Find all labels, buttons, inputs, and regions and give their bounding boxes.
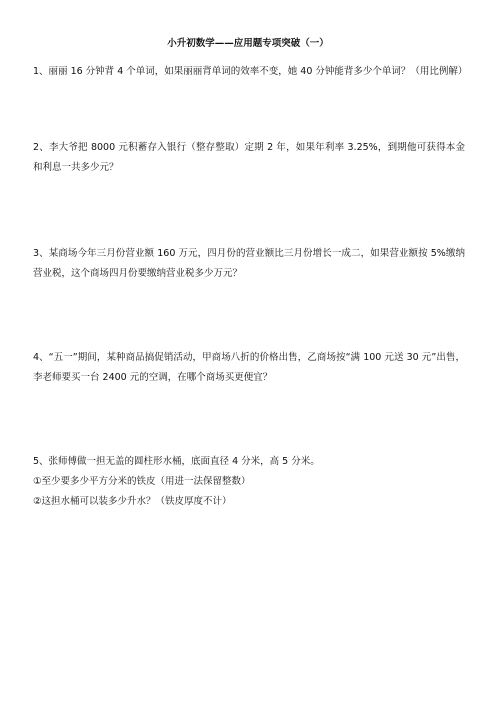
question-3: 3、某商场今年三月份营业额 160 万元，四月份的营业额比三月份增长一成二，如果营业额按 5%缴纳营业税，这个商场四月份要缴纳营业税多少万元？ bbox=[33, 248, 465, 279]
question-5-part-1: ①至少要多少平方分米的铁皮（用进一法保留整数） bbox=[33, 476, 251, 487]
question-4: 4、“五一”期间，某种商品搞促销活动，甲商场八折的价格出售，乙商场按“满 100 元送 30 元”出售，李老师要买一台 2400 元的空调，在哪个商场买更便宜？ bbox=[33, 352, 465, 383]
question-5-stem: 5、张师傅做一担无盖的圆柱形水桶，底面直径 4 分米，高 5 分米。 bbox=[33, 456, 320, 467]
question-1: 1、丽丽 16 分钟背 4 个单词，如果丽丽背单词的效率不变，她 40 分钟能背多少个单词？（用比例解） bbox=[33, 66, 468, 77]
question-2: 2、李大爷把 8000 元积蓄存入银行（整存整取）定期 2 年，如果年利率 3.25%，到期他可获得本金和利息一共多少元？ bbox=[33, 142, 465, 173]
document-title: 小升初数学——应用题专项突破（一） bbox=[167, 38, 329, 49]
question-5 bbox=[33, 452, 465, 512]
question-5-part-2: ②这担水桶可以装多少升水？（铁皮厚度不计） bbox=[33, 496, 232, 507]
